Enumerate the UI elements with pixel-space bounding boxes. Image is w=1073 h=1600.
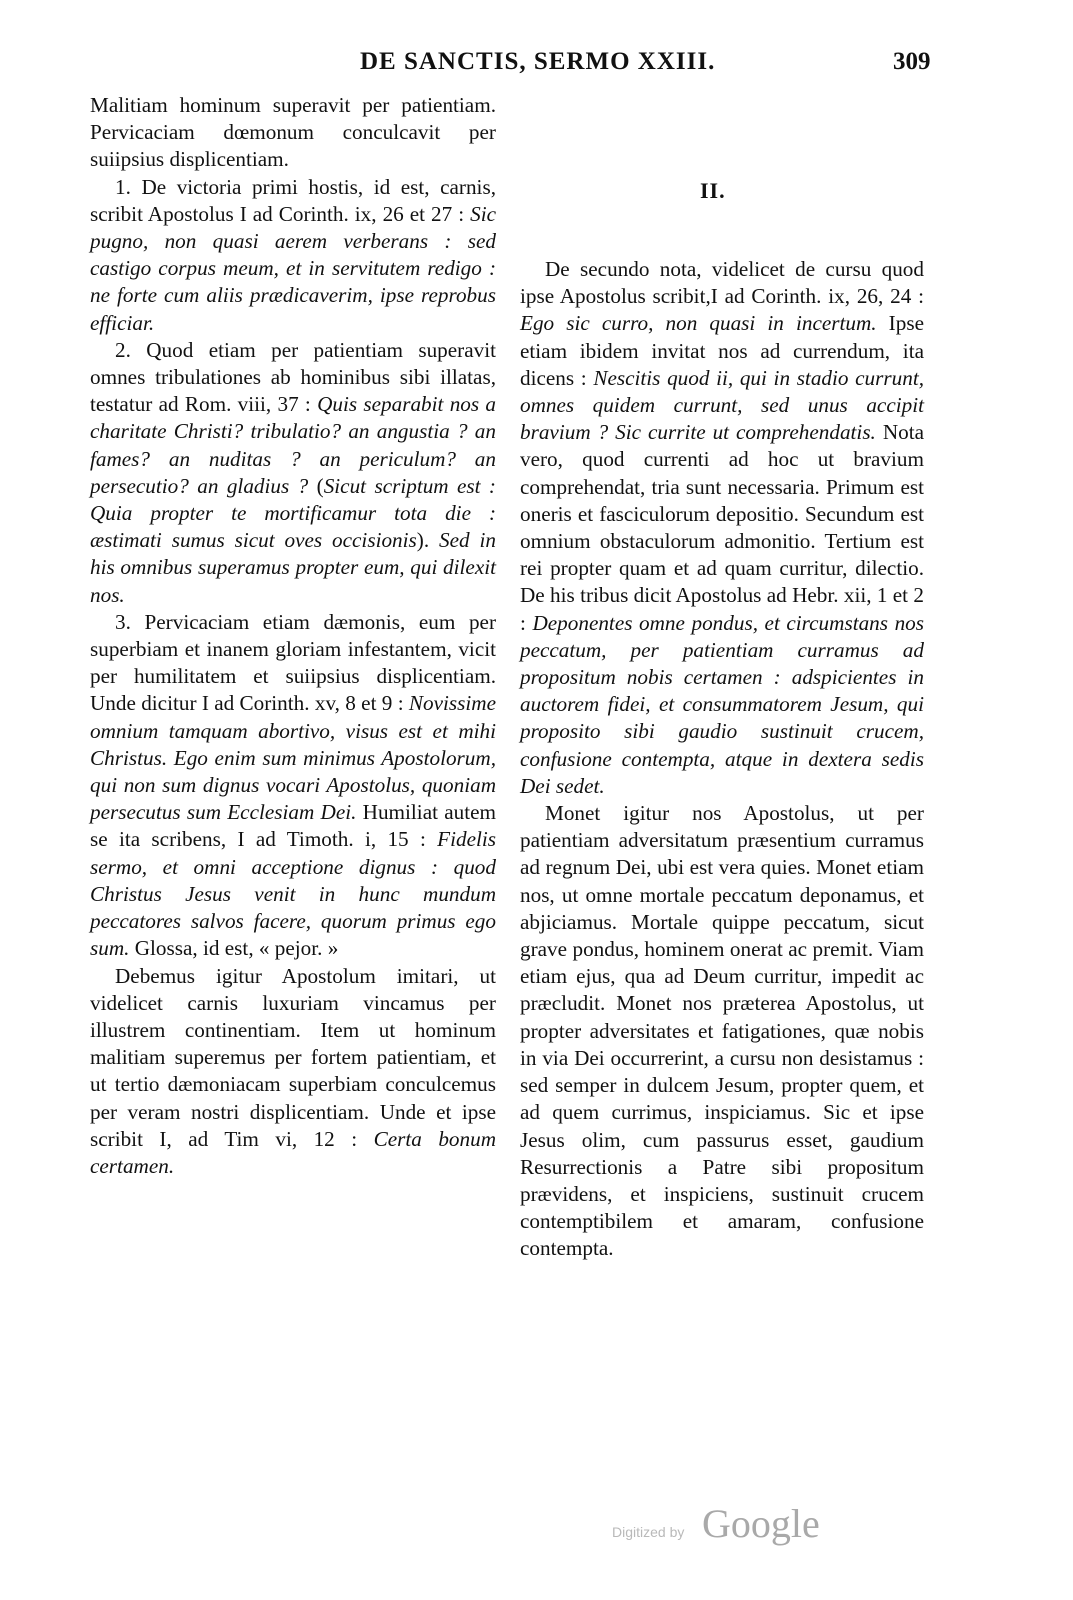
parenthesis: ). <box>416 528 440 553</box>
scripture-quote: Nescitis quod ii, qui in stadio currunt, omnes quidem currunt, sed unus accipit bravium ? Sic currite ut comprehendatis. <box>520 365 925 445</box>
paragraph-section-2 <box>520 256 924 800</box>
paragraph-text: Monet igitur nos Apostolus, ut per patientiam adversitatum præsentium curramus ad regnum Dei, ubi est vera quies. Monet etiam nos, ut omne mortale peccatum deponamus, et abjiciamus. Mortale quippe peccatum, sicut grave pondus, hominem onerat ac premit. Viam etiam ejus, qua ad Deum curritur, impedit ac præcludit. Monet nos præterea Apostolus, ut propter adversitates et fatigationes, quæ nobis in via Dei occurrerint, a cursu non desistamus : sed semper in dulcem Jesum, propter quem, et ad quem currimus, inspiciamus. Sic et ipse Jesus olim, cum passurus esset, gaudium Resurrectionis a Patre sibi propositum prævidens, et inspiciens, sustinuit crucem contemptibilem et amaram, confusione contempta. <box>520 801 924 1261</box>
paragraph-text: Ipse etiam ibidem invitat nos ad currendum, ita dicens : <box>520 311 924 390</box>
scripture-quote: Certa bonum certamen. <box>90 1126 497 1178</box>
scripture-quote: Fidelis sermo, et omni acceptione dignus : quod Christus Jesus venit in hunc mundum peccatores salvos facere, quorum primus ego sum. <box>90 827 496 961</box>
paragraph-text: 1. De victoria primi hostis, id est, carnis, scribit Apostolus I ad Corinth. ix, 26 et 27 : <box>90 174 496 226</box>
paragraph-intro <box>90 92 496 174</box>
watermark-small-text: Digitized by <box>612 1524 685 1540</box>
paragraph-text: Glossa, id est, « pejor. » <box>129 936 339 961</box>
page-number: 309 <box>893 48 931 75</box>
scripture-quote: Sic pugno, non quasi aerem verberans : sed castigo corpus meum, et in servitutem redigo : ne forte cum aliis prædicaverim, ipse reprobus efficiar. <box>90 201 496 335</box>
section-heading: II. <box>700 178 726 203</box>
page-header <box>0 48 1073 88</box>
paragraph-text: Humiliat autem se ita scribens, I ad Timoth. i, 15 : <box>90 800 496 852</box>
right-column <box>520 256 924 1263</box>
paragraph-text: 3. Pervicaciam etiam dæmonis, eum per superbiam et inanem gloriam infestantem, vicit per humilitatem et suiipsius displicentiam. Unde dicitur I ad Corinth. xv, 8 et 9 : <box>90 609 496 716</box>
parenthesis: ( <box>316 473 324 498</box>
paragraph-text: 2. Quod etiam per patientiam superavit omnes tribulationes ab hominibus sibi illatas, testatur ad Rom. viii, 37 : <box>90 337 496 417</box>
scripture-quote: Deponentes omne pondus, et circumstans nos peccatum, per patientiam curramus ad propositum nobis certamen : adspicientes in auctorem fidei, et consummatorem Jesum, qui proposito sibi gaudio sustinuit crucem, confusione contempta, atque in dextera sedis Dei sedet. <box>520 610 924 798</box>
paragraph-text: De secundo nota, videlicet de cursu quod ipse Apostolus scribit,I ad Corinth. ix, 26, 24 : <box>520 257 924 309</box>
paragraph-1 <box>90 174 496 337</box>
scripture-quote: Sicut scriptum est : Quia propter te mortificamur tota die : æstimati sumus sicut oves occisionis <box>90 473 496 553</box>
scripture-quote: Quis separabit nos a charitate Christi? tribulatio? an angustia ? an fames? an nuditas ? an periculum? an persecutio? an gladius ? <box>90 392 496 498</box>
paragraph-monet <box>520 800 924 1262</box>
google-logo: Google <box>702 1501 820 1546</box>
scripture-quote: Sed in his omnibus superamus propter eum, qui dilexit nos. <box>90 528 496 607</box>
paragraph-2 <box>90 337 496 609</box>
scripture-quote: Ego sic curro, non quasi in incertum. <box>520 311 877 336</box>
running-title: DE SANCTIS, SERMO XXIII. <box>360 48 716 75</box>
paragraph-3 <box>90 609 496 963</box>
paragraph-conclusion <box>90 963 496 1181</box>
scripture-quote: Novissime omnium tamquam abortivo, visus est et mihi Christus. Ego enim sum minimus Apostolorum, qui non sum dignus vocari Apostolus, quoniam persecutus sum Ecclesiam Dei. <box>90 691 496 825</box>
paragraph-text: Malitiam hominum superavit per patientiam. Pervicaciam dœmonum conculcavit per suiipsius displicentiam. <box>90 93 496 172</box>
left-column <box>90 92 496 1180</box>
digitized-watermark <box>612 1500 852 1550</box>
paragraph-text: Debemus igitur Apostolum imitari, ut videlicet carnis luxuriam vincamus per illustrem continentiam. Item ut hominum malitiam superemus per fortem patientiam, et ut tertio dæmoniacam superbiam conculcemus per veram nostri displicentiam. Unde et ipse scribit I, ad Tim vi, 12 : <box>90 963 496 1151</box>
paragraph-text: Nota vero, quod currenti ad hoc ut bravium comprehendat, tria sunt necessaria. Primum est oneris et fasciculorum depositio. Secundum est omnium obstaculorum admonitio. Tertium est rei propter quam et ad quam curritur, dilectio. De his tribus dicit Apostolus ad Hebr. xii, 1 et 2 : <box>520 420 924 635</box>
